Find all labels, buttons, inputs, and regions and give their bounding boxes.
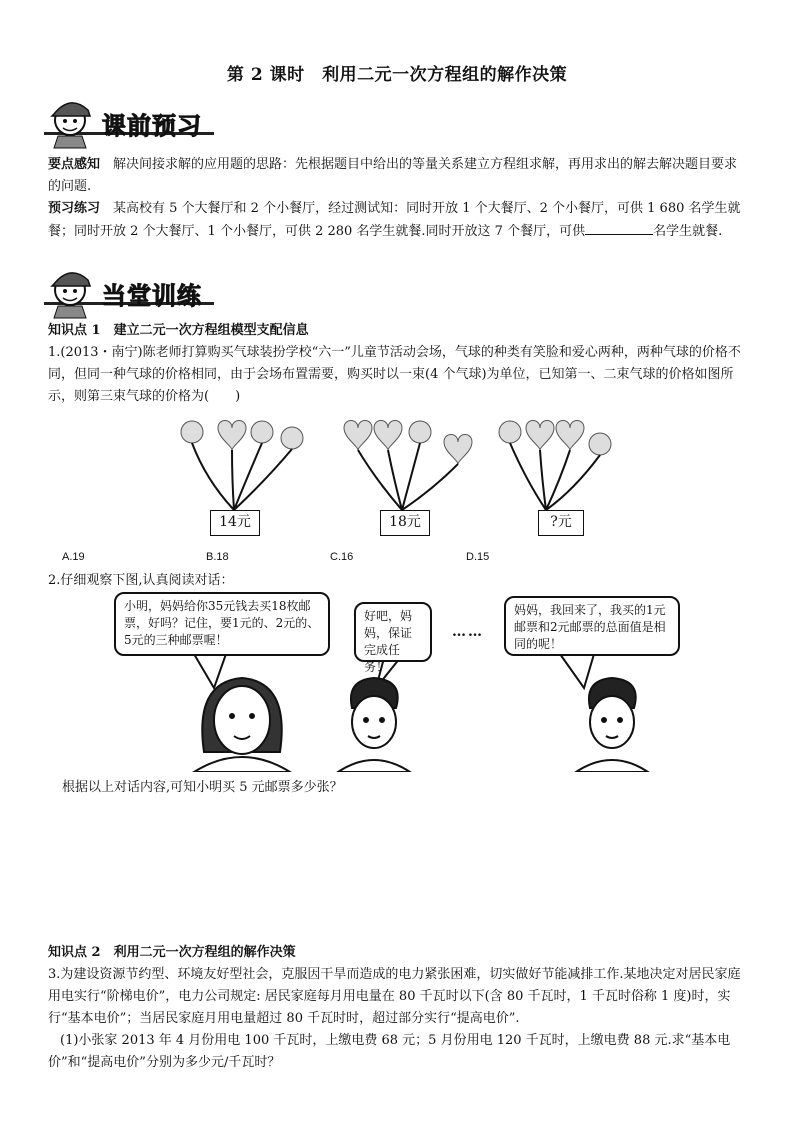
key-point <box>48 154 748 198</box>
bubble-tail-mom <box>194 654 226 688</box>
speech-bubble-mom: 小明，妈妈给你35元钱去买18枚邮票，好吗？记住，要1元的、2元的、5元的三种邮票喔！ <box>114 592 330 656</box>
price-label-2: 18元 <box>380 510 430 536</box>
choice-b[interactable]: B.18 <box>206 551 229 563</box>
dialogue-figure <box>114 592 680 772</box>
preview-label: 预习练习 <box>48 201 101 216</box>
question-2-prompt: 根据以上对话内容,可知小明买 5 元邮票多少张？ <box>62 780 343 795</box>
knowledge-point-2: 知识点 2 利用二元一次方程组的解作决策 <box>48 945 296 960</box>
banner-preview <box>44 92 224 150</box>
question-2: 2.仔细观察下图,认真阅读对话： <box>48 573 234 588</box>
bunch-3 <box>499 421 611 511</box>
balloon-figure <box>176 410 616 542</box>
banner-practice <box>44 262 224 320</box>
choice-c[interactable]: C.16 <box>330 551 354 563</box>
bunch-2 <box>344 421 472 511</box>
question-3: 3.为建设资源节约型、环境友好型社会，克服因干旱而造成的电力紧张困难，切实做好节能减排工作.某地决定对居民家庭用电实行“阶梯电价”，电力公司规定: 居民家庭每月用电量在 80 千瓦时以下(含 80 千瓦时，1 千瓦时俗称 1 度)时，实行“基本电价”；当居民家庭月用电量超过 80 千瓦时时，超过部分实行“提高电价”. <box>48 967 741 1026</box>
speech-bubble-boy1: 好吧，妈妈，保证完成任务！ <box>354 602 432 662</box>
answer-blank[interactable] <box>585 220 653 235</box>
boy-figure-2 <box>576 678 648 772</box>
mother-figure <box>194 678 290 772</box>
banner-title: 当堂训练 <box>102 282 202 310</box>
boy-figure-1 <box>338 678 410 772</box>
choice-a[interactable]: A.19 <box>62 551 85 563</box>
price-label-3: ?元 <box>538 510 584 536</box>
question-1: 1.(2013・南宁)陈老师打算购买气球装扮学校“六一”儿童节活动会场，气球的种类有笑脸和爱心两种，两种气球的价格不同，但同一种气球的价格相同，由于会场布置需要，购买时以一束(4 个气球)为单位，已知第一、二束气球的价格如图所示，则第三束气球的价格为( ) <box>48 345 741 404</box>
question-3-part-1: (1)小张家 2013 年 4 月份用电 100 千瓦时，上缴电费 68 元；5 月份用电 120 千瓦时，上缴电费 88 元.求“基本电价”和“提高电价”分别为多少元/千瓦时？ <box>48 1033 731 1070</box>
ellipsis: …… <box>452 624 484 640</box>
key-point-text: 解决间接求解的应用题的思路：先根据题目中给出的等量关系建立方程组求解，再用求出的解去解决题目要求的问题. <box>48 157 738 194</box>
speech-bubble-boy2: 妈妈，我回来了，我买的1元邮票和2元邮票的总面值是相同的呢！ <box>504 596 680 656</box>
preview-text: 某高校有 5 个大餐厅和 2 个小餐厅，经过测试知：同时开放 1 个大餐厅、2 个小餐厅，可供 1 680 名学生就餐；同时开放 2 个大餐厅、1 个小餐厅，可供 2 280 名学生就餐.同时开放这 7 个餐厅，可供 <box>48 201 741 239</box>
preview-exercise <box>48 198 748 243</box>
page-title: 第 2 课时 利用二元一次方程组的解作决策 <box>226 65 568 85</box>
knowledge-point-1: 知识点 1 建立二元一次方程组模型支配信息 <box>48 323 309 338</box>
bunch-1 <box>181 421 303 511</box>
key-point-label: 要点感知 <box>48 157 101 172</box>
choice-d[interactable]: D.15 <box>466 551 490 563</box>
banner-title: 课前预习 <box>102 112 202 140</box>
bubble-tail-boy2 <box>560 654 594 688</box>
price-label-1: 14元 <box>210 510 260 536</box>
preview-text-end: 名学生就餐. <box>653 224 723 239</box>
